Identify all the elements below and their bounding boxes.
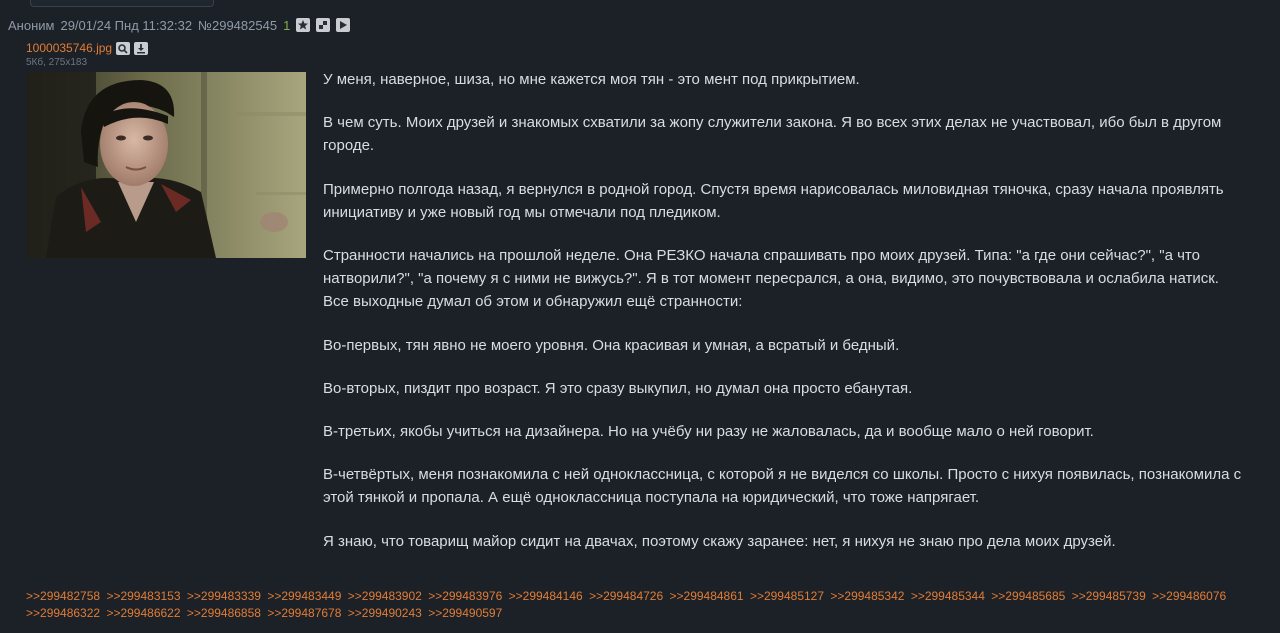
hide-icon [317, 19, 329, 31]
message-paragraph: У меня, наверное, шиза, но мне кажется моя тян - это мент под прикрытием. [323, 71, 860, 88]
reply-link[interactable]: >>299486622 [106, 606, 181, 620]
reply-link[interactable]: >>299483976 [428, 589, 503, 603]
message-paragraph: Странности начались на прошлой неделе. Она РЕЗКО начала спрашивать про моих друзей. Типа: "а где они сейчас?", "а что натворили?", "а почему я с ними не вижусь?". Я в тот момент пересрался, а она, видимо, это почувствовала и ослабила натиск. [323, 247, 1219, 288]
reply-link[interactable]: >>299484146 [508, 589, 583, 603]
reply-link[interactable]: >>299482758 [26, 589, 101, 603]
reply-link[interactable]: >>299483902 [347, 589, 422, 603]
reply-link[interactable]: >>299490597 [428, 606, 503, 620]
reply-link[interactable]: >>299485685 [991, 589, 1066, 603]
message-paragraph: Примерно полгода назад, я вернулся в родной город. Спустя время нарисовалась миловидная тяночка, сразу начала проявлять инициативу и уже новый год мы отмечали под пледиком. [323, 180, 1224, 221]
star-icon [297, 19, 309, 31]
portrait-image [26, 72, 306, 258]
message-paragraph: Все выходные думал об этом и обнаружил ещё странности: [323, 293, 743, 311]
reply-link[interactable]: >>299485342 [830, 589, 905, 603]
reply-link[interactable]: >>299487678 [267, 606, 342, 620]
play-icon [337, 19, 349, 31]
image-search-button[interactable] [116, 42, 130, 55]
message-paragraph: Во-вторых, пиздит про возраст. Я это сразу выкупил, но думал она просто ебанутая. [323, 379, 913, 397]
top-panel-edge [30, 0, 214, 7]
play-button[interactable] [336, 18, 350, 32]
message-paragraph: Я знаю, что товарищ майор сидит на двачах, поэтому скажу заранее: нет, я нихуя не знаю про дела моих друзей. [323, 532, 1116, 550]
message-paragraph: В-четвёртых, меня познакомила с ней одноклассница, с которой я не виделся со школы. Просто с нихуя появилась, познакомила с этой тянкой и пропала. А ещё одноклассница поступала на юридический, что тоже напрягает. [323, 466, 1242, 507]
file-meta: 5Кб, 275x183 [26, 57, 88, 68]
post-author: Аноним [8, 17, 55, 33]
post-header [8, 15, 350, 35]
message-paragraph: В-третьих, якобы учиться на дизайнера. Но на учёбу ни разу не жаловалась, да и вообще мало о ней говорит. [323, 423, 1094, 441]
message-paragraph: В чем суть. Моих друзей и знакомых схватили за жопу служители закона. Я во всех этих делах не участвовал, ибо был в другом городе. [323, 114, 1222, 155]
post-number[interactable]: №299482545 [198, 17, 278, 33]
reply-link[interactable]: >>299483153 [106, 589, 181, 603]
replies-count: 1 [283, 17, 291, 33]
reply-link[interactable]: >>299484726 [589, 589, 664, 603]
reply-link[interactable]: >>299486858 [186, 606, 261, 620]
reply-link[interactable]: >>299483449 [267, 589, 342, 603]
search-icon [117, 43, 129, 54]
reply-link[interactable]: >>299485739 [1071, 589, 1146, 603]
file-name-link[interactable]: 1000035746.jpg [26, 41, 113, 55]
download-button[interactable] [134, 42, 148, 55]
file-info [26, 40, 148, 68]
reply-link[interactable]: >>299483339 [186, 589, 261, 603]
favorite-button[interactable] [296, 18, 310, 32]
post-date: 29/01/24 Пнд 11:32:32 [60, 17, 193, 33]
reply-link[interactable]: >>299486322 [26, 606, 101, 620]
reply-link[interactable]: >>299486076 [1152, 589, 1227, 603]
reply-link[interactable]: >>299490243 [347, 606, 422, 620]
reply-link[interactable]: >>299485127 [749, 589, 825, 603]
hide-button[interactable] [316, 18, 330, 32]
post-image-thumbnail[interactable] [26, 72, 306, 258]
message-paragraph: Во-первых, тян явно не моего уровня. Она красивая и умная, а всратый и бедный. [323, 336, 900, 354]
reply-link[interactable]: >>299485344 [910, 589, 985, 603]
reply-link[interactable]: >>299484861 [669, 589, 744, 603]
post-replies [26, 588, 1266, 622]
download-icon [135, 43, 147, 54]
post-message [323, 68, 1268, 553]
